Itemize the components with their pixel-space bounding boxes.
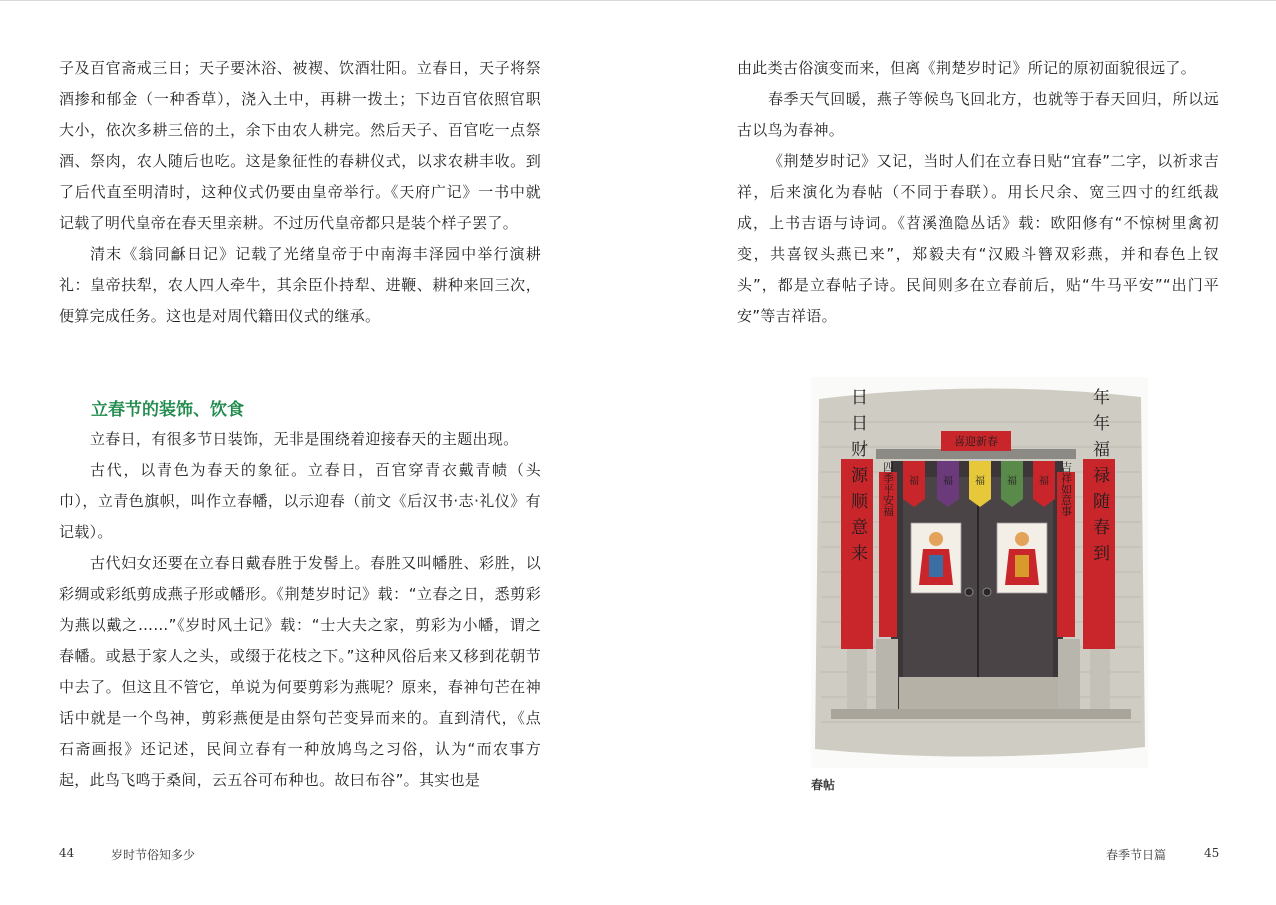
inner-right-couplet-text: 吉祥如意事: [1059, 461, 1073, 517]
right-couplet-text: 年年福禄随春到: [1089, 388, 1109, 570]
banner-glyph: 福: [1039, 476, 1049, 487]
left-paragraph-4: 古代，以青色为春天的象征。立春日，百官穿青衣戴青帻（头巾），立青色旗帜，叫作立春幡，以示迎春（前文《后汉书·志·礼仪》有记载）。: [59, 461, 541, 541]
left-page-number: 44: [59, 846, 75, 860]
banner-glyph: 福: [1007, 476, 1017, 487]
left-paragraph-2: 清末《翁同龢日记》记载了光绪皇帝于中南海丰泽园中举行演耕礼：皇帝扶犁，农人四人牵牛，其余臣仆持犁、进鞭、耕种来回三次，便算完成任务。这也是对周代籍田仪式的继承。: [59, 245, 541, 325]
banner-glyph: 福: [943, 476, 953, 487]
left-couplet-text: 日日财源顺意来: [847, 388, 867, 570]
right-paragraph-1: 由此类古俗演变而来，但离《荆楚岁时记》所记的原初面貌很远了。: [737, 59, 1197, 77]
right-paragraph-2: 春季天气回暖，燕子等候鸟飞回北方，也就等于春天回归，所以远古以鸟为春神。: [737, 90, 1219, 139]
left-paragraph-1: 子及百官斋戒三日；天子要沐浴、被褉、饮酒壮阳。立春日，天子将祭酒掺和郁金（一种香草），浇入土中，再耕一拨土；下边百官依照官职大小，依次多耕三倍的土，余下由农人耕完。然后天子、百官吃一点祭酒、祭肉，农人随后也吃。这是象征性的春耕仪式，以求农耕丰收。到了后代直至明清时，这种仪式仍要由皇帝举行。《天府广记》一书中就记载了明代皇帝在春天里亲耕。不过历代皇帝都只是装个样子罢了。: [59, 59, 541, 232]
left-paragraph-3: 立春日，有很多节日装饰，无非是围绕着迎接春天的主题出现。: [90, 430, 519, 448]
lintel-text: 喜迎新春: [954, 435, 998, 448]
door-threshold: [899, 677, 1059, 711]
banner-glyph: 福: [909, 476, 919, 487]
left-stone-post: [876, 639, 898, 709]
section-heading: 立春节的装饰、饮食: [91, 400, 244, 420]
left-paragraph-5: 古代妇女还要在立春日戴春胜于发髻上。春胜又叫幡胜、彩胜，以彩绸或彩纸剪成燕子形或幡形。《荆楚岁时记》载：“立春之日，悉剪彩为燕以戴之……”《岁时风土记》载：“士大夫之家，剪彩为小幡，谓之春幡。或悬于家人之头，或缀于花枝之下。”这种风俗后来又移到花朝节中去了。但这且不管它，单说为何要剪彩为燕呢？原来，春神句芒在神话中就是一个鸟神，剪彩燕便是由祭句芒变异而来的。直到清代，《点石斋画报》还记述，民间立春有一种放鸠鸟之习俗，认为“而农事方起，此鸟飞鸣于桑间，云五谷可布种也。故曰布谷”。其实也是: [59, 554, 541, 789]
banner-glyph: 福: [975, 476, 985, 487]
book-title-footer: 岁时节俗知多少: [111, 848, 196, 862]
inner-left-couplet-text: 四季平安福: [881, 461, 895, 517]
door-god-poster-left: [911, 523, 961, 593]
chapter-title-footer: 春季节日篇: [1106, 848, 1167, 862]
spring-couplet-illustration: [811, 377, 1148, 768]
right-paragraph-3: 《荆楚岁时记》又记，当时人们在立春日贴“宜春”二字，以祈求吉祥，后来演化为春帖（不同于春联）。用长尺余、宽三四寸的红纸裁成，上书吉语与诗词。《苕溪渔隐丛话》载：欧阳修有“不惊树里禽初变，共喜钗头燕已来”，郑毅夫有“汉殿斗簪双彩燕，并和春色上钗头”，都是立春帖子诗。民间则多在立春前后，贴“牛马平安”“出门平安”等吉祥语。: [737, 152, 1219, 325]
right-stone-post: [1058, 639, 1080, 709]
right-page: [638, 0, 1276, 905]
illustration-caption: 春帖: [811, 778, 836, 792]
door-god-poster-right: [997, 523, 1047, 593]
right-page-number: 45: [1204, 846, 1220, 860]
